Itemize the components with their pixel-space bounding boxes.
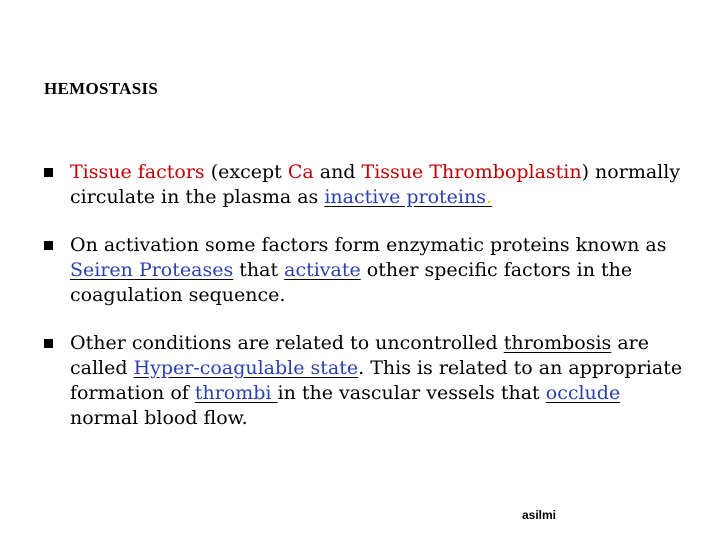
- bullet-text: other specific factors in the coagulation sequence.: [70, 259, 633, 306]
- term-tissue-thromboplastin: Tissue Thromboplastin: [361, 161, 582, 183]
- bullet-text: (except: [204, 161, 288, 183]
- square-bullet-icon: [44, 339, 53, 348]
- bullet-item: [44, 331, 694, 431]
- bullet-text: normal blood flow.: [70, 407, 248, 429]
- term-ca: Ca: [287, 161, 314, 183]
- bullet-text: and: [313, 161, 362, 183]
- term-occlude: occlude: [545, 382, 621, 404]
- bullet-text: in the vascular vessels that: [277, 382, 546, 404]
- bullet-text: ) normally circulate in the plasma as: [70, 161, 681, 208]
- term-thrombosis: thrombosis: [503, 332, 612, 354]
- bullet-text: On activation some factors form enzymatic proteins known as: [70, 234, 667, 256]
- term-inactive-proteins: inactive proteins: [324, 186, 486, 208]
- term-hyper-coagulable-state: Hyper-coagulable state: [133, 357, 359, 379]
- square-bullet-icon: [44, 168, 53, 177]
- bullet-item: [44, 160, 694, 210]
- bullet-list: [44, 160, 694, 431]
- square-bullet-icon: [44, 241, 53, 250]
- footer-credit: asilmi: [522, 508, 557, 522]
- bullet-text: are called: [70, 332, 650, 379]
- bullet-text: . This is related to an appropriate formation of: [70, 357, 683, 404]
- bullet-item: [44, 233, 694, 308]
- slide-title: HEMOSTASIS: [44, 79, 159, 98]
- bullet-text: Other conditions are related to uncontrolled: [70, 332, 504, 354]
- term-seiren-proteases: Seiren Proteases: [70, 259, 234, 281]
- bullet-text: .: [485, 186, 493, 208]
- term-tissue-factors: Tissue factors: [70, 161, 205, 183]
- bullet-text: that: [233, 259, 285, 281]
- term-activate: activate: [284, 259, 361, 281]
- term-thrombi: thrombi: [194, 382, 278, 404]
